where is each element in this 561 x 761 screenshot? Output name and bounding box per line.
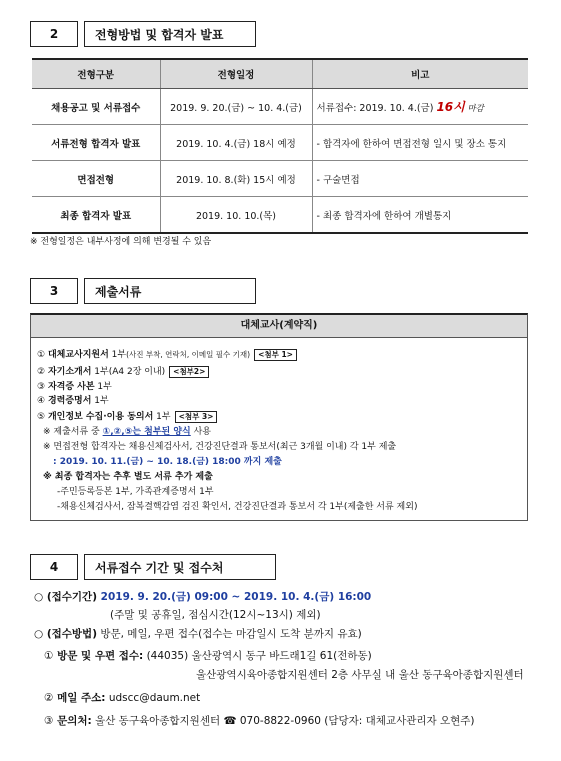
type-cell: 서류전형 합격자 발표 bbox=[32, 125, 160, 161]
column-header: 전형일정 bbox=[160, 59, 312, 89]
item-number: ② bbox=[44, 692, 54, 704]
note-text: 마감 bbox=[464, 104, 484, 114]
section-number: 3 bbox=[30, 278, 78, 304]
document-note: -주민등록등본 1부, 가족관계증명서 1부 bbox=[57, 487, 214, 497]
document-note: ※ 최종 합격자는 추후 별도 서류 추가 제출 bbox=[43, 472, 213, 482]
item-qty: 1부(A4 2장 이내) bbox=[91, 367, 166, 377]
section-title: 제출서류 bbox=[84, 278, 256, 304]
visit-label: 방문 및 우편 접수: bbox=[53, 650, 144, 662]
section-3-header bbox=[30, 278, 256, 304]
note-text: 사용 bbox=[190, 427, 211, 437]
item-qty: 1부 bbox=[108, 350, 127, 360]
documents-header: 대체교사(계약직) bbox=[31, 315, 527, 338]
type-cell: 면접전형 bbox=[32, 161, 160, 197]
item-number: ② bbox=[37, 367, 46, 377]
item-number: ① bbox=[37, 350, 46, 360]
item-desc: (사진 부착, 연락처, 이메일 필수 기재) bbox=[126, 350, 251, 359]
date-cell: 2019. 10. 10.(목) bbox=[160, 197, 312, 234]
note-cell: - 합격자에 한하여 면접전형 일시 및 장소 통지 bbox=[312, 125, 528, 161]
item-name: 대체교사지원서 bbox=[47, 350, 109, 360]
document-item bbox=[37, 409, 217, 423]
document-note: -채용신체검사서, 잠복결핵감염 검진 확인서, 건강진단결과 통보서 각 1부(제출한 서류 제외) bbox=[57, 502, 418, 512]
note-text: ※ 제출서류 중 bbox=[43, 427, 103, 437]
schedule-footnote: ※ 전형일정은 내부사정에 의해 변경될 수 있음 bbox=[30, 237, 212, 247]
contact-label: 문의처: bbox=[53, 715, 92, 727]
note-cell bbox=[312, 89, 528, 125]
period-label: ○ (접수기간) bbox=[34, 591, 97, 603]
document-note: ※ 면접전형 합격자는 채용신체검사서, 건강진단결과 통보서(최근 3개월 이내) 각 1부 제출 bbox=[43, 442, 397, 452]
item-name: 자기소개서 bbox=[47, 367, 92, 377]
section-title: 전형방법 및 합격자 발표 bbox=[84, 21, 256, 47]
section-2-header bbox=[30, 21, 256, 47]
type-cell: 채용공고 및 서류접수 bbox=[32, 89, 160, 125]
item-name: 자격증 사본 bbox=[47, 382, 95, 392]
schedule-table bbox=[32, 58, 528, 234]
visit-address-line: (44035) 울산광역시 동구 바드래1길 61(전하동) bbox=[143, 650, 372, 662]
contact-info bbox=[44, 713, 475, 728]
item-name: 개인정보 수집·이용 동의서 bbox=[47, 412, 154, 422]
attachment-tag: <첨부 1> bbox=[254, 349, 297, 361]
date-cell: 2019. 10. 4.(금) 18시 예정 bbox=[160, 125, 312, 161]
date-cell: 2019. 10. 8.(화) 15시 예정 bbox=[160, 161, 312, 197]
table-row bbox=[32, 161, 528, 197]
item-qty: 1부 bbox=[91, 396, 109, 406]
item-number: ③ bbox=[44, 715, 54, 727]
item-number: ⑤ bbox=[37, 412, 46, 422]
documents-box bbox=[30, 313, 528, 521]
reception-method bbox=[34, 626, 362, 641]
deadline-highlight: 16시 bbox=[436, 100, 465, 114]
document-item bbox=[37, 379, 112, 392]
section-number: 2 bbox=[30, 21, 78, 47]
column-header: 전형구분 bbox=[32, 59, 160, 89]
visit-address bbox=[44, 648, 372, 663]
item-number: ④ bbox=[37, 396, 46, 406]
column-header: 비고 bbox=[312, 59, 528, 89]
mail-label: 메일 주소: bbox=[53, 692, 106, 704]
document-item bbox=[37, 364, 209, 378]
section-number: 4 bbox=[30, 554, 78, 580]
contact-value: 울산 동구육아종합지원센터 ☎ 070-8822-0960 (담당자: 대체교사관리자 오현주) bbox=[91, 715, 475, 727]
table-header-row bbox=[32, 59, 528, 89]
item-name: 경력증명서 bbox=[47, 396, 92, 406]
mail-address bbox=[44, 690, 200, 705]
method-value: 방문, 메일, 우편 접수(접수는 마감일시 도착 분까지 유효) bbox=[97, 628, 362, 640]
type-cell: 최종 합격자 발표 bbox=[32, 197, 160, 234]
document-note bbox=[43, 424, 211, 437]
item-qty: 1부 bbox=[153, 412, 171, 422]
note-cell: - 최종 합격자에 한하여 개별통지 bbox=[312, 197, 528, 234]
section-4-header bbox=[30, 554, 276, 580]
item-number: ③ bbox=[37, 382, 46, 392]
table-row bbox=[32, 197, 528, 234]
date-cell: 2019. 9. 20.(금) ~ 10. 4.(금) bbox=[160, 89, 312, 125]
table-row bbox=[32, 89, 528, 125]
note-text: 서류접수: 2019. 10. 4.(금) bbox=[316, 103, 437, 114]
note-cell: - 구술면접 bbox=[312, 161, 528, 197]
document-item bbox=[37, 393, 109, 406]
method-label: ○ (접수방법) bbox=[34, 628, 97, 640]
section-title: 서류접수 기간 및 접수처 bbox=[84, 554, 276, 580]
mail-value: udscc@daum.net bbox=[105, 692, 201, 704]
table-row bbox=[32, 125, 528, 161]
item-number: ① bbox=[44, 650, 54, 662]
period-value: 2019. 9. 20.(금) 09:00 ~ 2019. 10. 4.(금) 16:00 bbox=[97, 591, 372, 603]
item-qty: 1부 bbox=[94, 382, 112, 392]
attachment-tag: <첨부 3> bbox=[175, 411, 218, 423]
document-item bbox=[37, 347, 297, 361]
reception-period bbox=[34, 589, 371, 604]
visit-address-line-2: 울산광역시육아종합지원센터 2층 사무실 내 울산 동구육아종합지원센터 bbox=[196, 669, 524, 681]
submission-deadline: : 2019. 10. 11.(금) ~ 10. 18.(금) 18:00 까지 제출 bbox=[53, 457, 282, 467]
period-note: (주말 및 공휴일, 점심시간(12시~13시) 제외) bbox=[110, 609, 321, 621]
note-highlight: ①,②,⑤는 첨부된 양식 bbox=[102, 427, 191, 437]
attachment-tag: <첨부2> bbox=[169, 366, 209, 378]
